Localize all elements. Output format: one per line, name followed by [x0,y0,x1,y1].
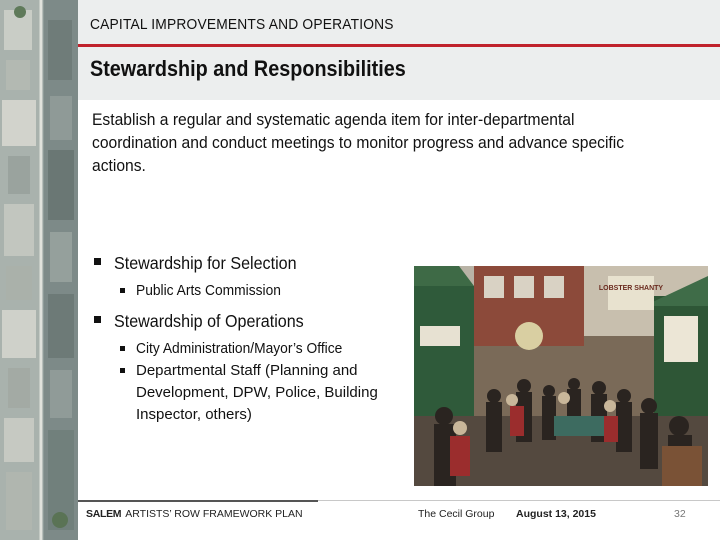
bullet-item [92,310,422,332]
bullet-square-icon [94,316,101,323]
bullet-item [92,252,422,274]
street-festival-photo [414,266,708,486]
footer-date: August 13, 2015 [516,508,596,520]
sub-bullet-item [92,280,422,302]
title-rule [78,44,720,47]
sub-bullet-label: City Administration/Mayor’s Office [136,340,343,357]
footer-brand-name: SALEM [86,508,122,520]
footer-plan-name: ARTISTS’ ROW FRAMEWORK PLAN [125,508,303,520]
street-crowd-image [414,266,708,486]
section-label: CAPITAL IMPROVEMENTS AND OPERATIONS [90,16,394,33]
bullet-label: Stewardship for Selection [114,253,297,273]
sub-bullet-label: Departmental Staff (Planning and Development, DPW, Police, Building Inspector, others) [136,362,378,423]
bullet-square-icon [94,258,101,265]
sub-bullet-group [92,338,422,426]
sub-bullet-item [92,338,422,360]
sub-bullet-square-icon [120,368,125,373]
aerial-map-strip [0,0,78,540]
bullet-label: Stewardship of Operations [114,311,304,331]
sub-bullet-label: Public Arts Commission [136,282,281,299]
page-number: 32 [674,508,686,520]
footer-rule-accent [78,500,318,502]
sub-bullet-item [92,360,406,426]
footer-firm: The Cecil Group [418,508,495,520]
sub-bullet-square-icon [120,288,125,293]
sub-bullet-group [92,280,422,302]
intro-paragraph: Establish a regular and systematic agenda item for inter-departmental coordination and conduct meetings to monitor progress and advance specific actions. [92,110,625,175]
photo-sign-text: LOBSTER SHANTY [598,285,664,292]
header-band [78,0,720,100]
footer-brand [86,508,303,520]
page-title: Stewardship and Responsibilities [90,56,406,81]
sub-bullet-square-icon [120,346,125,351]
aerial-map-image [0,0,78,540]
bullet-list [92,252,422,434]
